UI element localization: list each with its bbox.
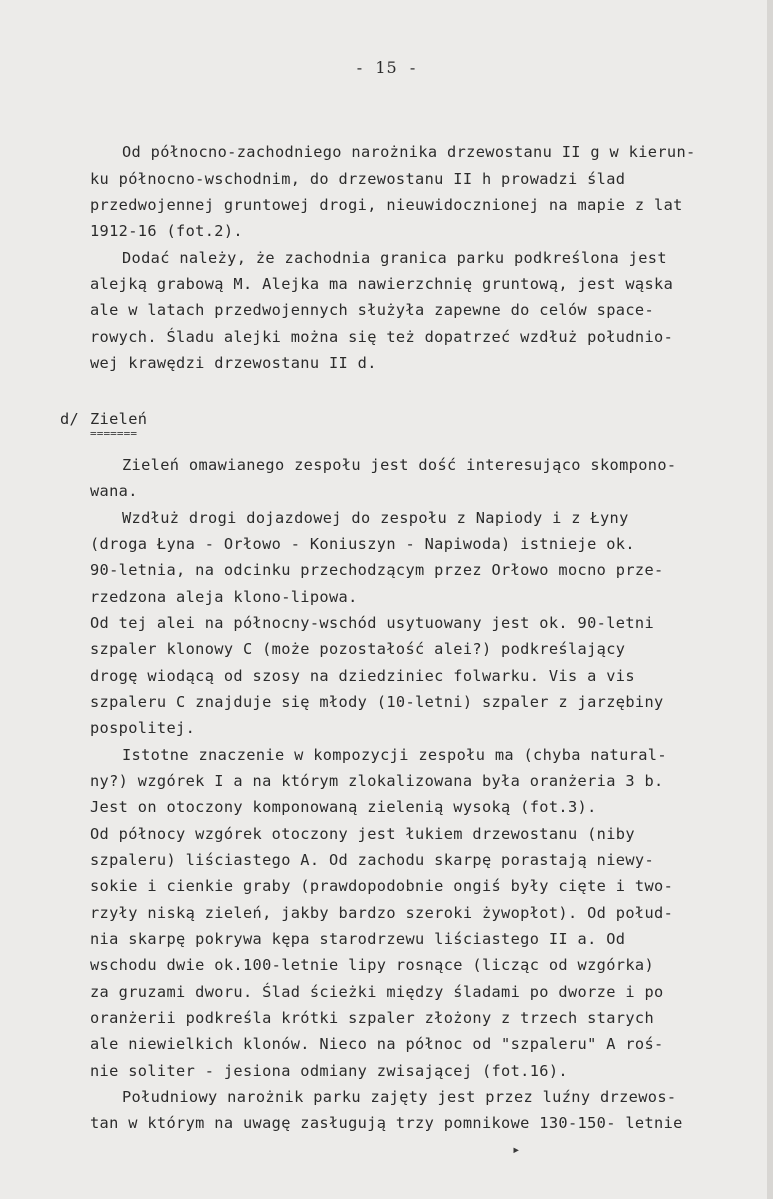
- text-line: wej krawędzi drzewostanu II d.: [90, 354, 377, 372]
- text-line: nie soliter - jesiona odmiany zwisającej (fot.16).: [90, 1062, 568, 1080]
- text-line: 90-letnia, na odcinku przechodzącym przez Orłowo mocno prze-: [90, 561, 664, 579]
- text-line: ny?) wzgórek I a na którym zlokalizowana była oranżeria 3 b.: [90, 772, 664, 790]
- text-line: ku północno-wschodnim, do drzewostanu II h prowadzi ślad: [90, 170, 626, 188]
- text-line: Jest on otoczony komponowaną zielenią wysoką (fot.3).: [90, 798, 597, 816]
- text-line: Zieleń omawianego zespołu jest dość interesująco skompono-: [122, 456, 677, 474]
- text-line: Od tej alei na północny-wschód usytuowany jest ok. 90-letni: [90, 614, 655, 632]
- text-line: szpaler klonowy C (może pozostałość alei?) podkreślający: [90, 640, 626, 658]
- text-line: wana.: [90, 482, 138, 500]
- text-line: 1912-16 (fot.2).: [90, 222, 243, 240]
- footer-mark: ▸: [512, 1142, 521, 1158]
- text-line: wschodu dwie ok.100-letnie lipy rosnące (licząc od wzgórka): [90, 956, 655, 974]
- text-line: szpaleru C znajduje się młody (10-letni) szpaler z jarzębiny: [90, 693, 664, 711]
- text-line: oranżerii podkreśla krótki szpaler złożony z trzech starych: [90, 1009, 655, 1027]
- text-line: nia skarpę pokrywa kępa starodrzewu liściastego II a. Od: [90, 930, 626, 948]
- section-label: d/: [60, 410, 80, 428]
- text-line: (droga Łyna - Orłowo - Koniuszyn - Napiwoda) istnieje ok.: [90, 535, 635, 553]
- text-line: drogę wiodącą od szosy na dziedziniec folwarku. Vis a vis: [90, 667, 635, 685]
- text-line: tan w którym na uwagę zasługują trzy pomnikowe 130-150- letnie: [90, 1114, 683, 1132]
- text-line: ale w latach przedwojennych służyła zapewne do celów space-: [90, 301, 655, 319]
- text-line: przedwojennej gruntowej drogi, nieuwidocznionej na mapie z lat: [90, 196, 683, 214]
- text-line: pospolitej.: [90, 719, 196, 737]
- text-line: Wzdłuż drogi dojazdowej do zespołu z Napiody i z Łyny: [122, 509, 629, 527]
- section-title: Zieleń: [90, 410, 148, 428]
- text-line: alejką grabową M. Alejka ma nawierzchnię gruntową, jest wąska: [90, 275, 674, 293]
- text-line: szpaleru) liściastego A. Od zachodu skarpę porastają niewy-: [90, 851, 655, 869]
- text-line: za gruzami dworu. Ślad ścieżki między śladami po dworze i po: [90, 983, 664, 1001]
- text-line: Od północy wzgórek otoczony jest łukiem drzewostanu (niby: [90, 825, 635, 843]
- text-line: rzedzona aleja klono-lipowa.: [90, 588, 358, 606]
- text-line: rzyły niską zieleń, jakby bardzo szeroki żywopłot). Od połud-: [90, 904, 674, 922]
- section-underline: =======: [90, 427, 138, 440]
- text-line: rowych. Śladu alejki można się też dopatrzeć wzdłuż południo-: [90, 328, 674, 346]
- text-line: Dodać należy, że zachodnia granica parku podkreślona jest: [122, 249, 667, 267]
- text-line: Od północno-zachodniego narożnika drzewostanu II g w kierun-: [122, 143, 696, 161]
- text-line: ale niewielkich klonów. Nieco na północ od "szpaleru" A roś-: [90, 1035, 664, 1053]
- text-line: Południowy narożnik parku zajęty jest przez luźny drzewos-: [122, 1088, 677, 1106]
- page-edge: [767, 0, 773, 1199]
- text-line: Istotne znaczenie w kompozycji zespołu ma (chyba natural-: [122, 746, 667, 764]
- page-number: - 15 -: [356, 58, 417, 77]
- text-line: sokie i cienkie graby (prawdopodobnie ongiś były cięte i two-: [90, 877, 674, 895]
